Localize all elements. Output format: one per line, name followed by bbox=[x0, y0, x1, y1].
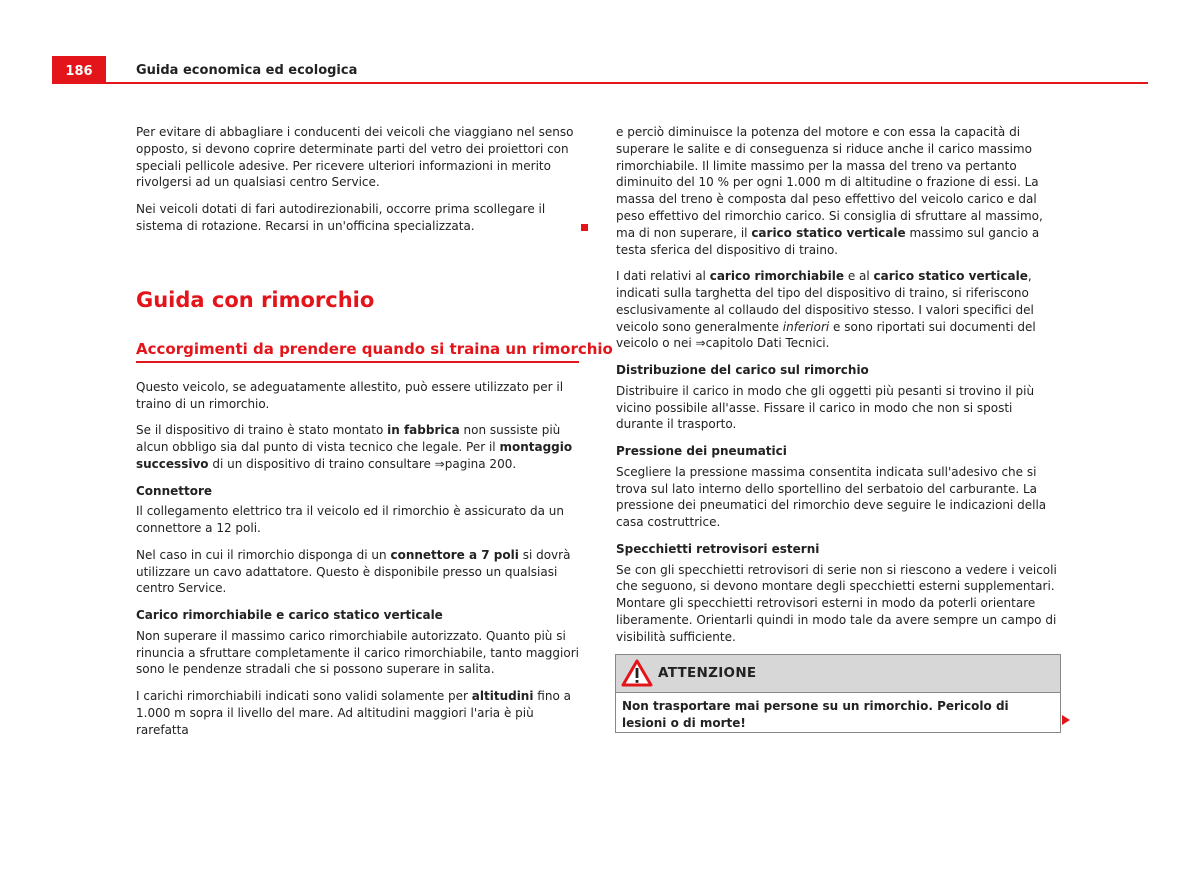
subheading-connector: Connettore bbox=[136, 483, 213, 498]
subheading-mirrors: Specchietti retrovisori esterni bbox=[616, 541, 820, 556]
section-heading: Accorgimenti da prendere quando si traina un rimorchio bbox=[136, 340, 613, 358]
section-title: Guida economica ed ecologica bbox=[136, 63, 358, 78]
paragraph-tyre-pressure: Scegliere la pressione massima consentita indicata sull'adesivo che si trova sul lato interno dello sportellino del serbatoio del carburante. La pressione dei pneumatici del rimorchio deve seguire le indicazioni della casa costruttrice. bbox=[616, 464, 1047, 530]
section-heading-rule bbox=[136, 361, 579, 363]
paragraph-load-distribution: Distribuire il carico in modo che gli oggetti più pesanti si trovino il più vicino possibile all'asse. Fissare il carico in modo che non si sposti durante il trasporto. bbox=[616, 383, 1035, 432]
warning-triangle-icon bbox=[621, 659, 653, 687]
continue-arrow-icon bbox=[1062, 715, 1070, 725]
warning-header bbox=[616, 655, 1060, 693]
paragraph-adapter: Nel caso in cui il rimorchio disponga di un connettore a 7 poli si dovrà utilizzare un cavo adattatore. Questo è disponibile presso un qualsiasi centro Service. bbox=[136, 547, 571, 596]
paragraph-mirrors: Se con gli specchietti retrovisori di serie non si riescono a vedere i veicoli che seguono, si devono montare degli specchietti esterni supplementari. Montare gli specchietti retrovisori esterni in modo da poterli orientare liberamente. Orientarli quindi in modo tale da avere sempre un campo di visibilità sufficiente. bbox=[616, 562, 1057, 644]
paragraph-altitude-cont: e perciò diminuisce la potenza del motore e con essa la capacità di superare le salite e di conseguenza si riduce anche il carico massimo rimorchiabile. Il limite massimo per la massa del treno va pertanto diminuito del 10 % per ogni 1.000 m di altitudine o frazione di essi. La massa del treno è composta dal peso effettivo del veicolo carico e dal peso effettivo del rimorchio carico. Si consiglia di sfruttare al massimo, ma di non superare, il carico statico verticale massimo sul gancio a testa sferica del dispositivo di traino. bbox=[616, 125, 1043, 257]
paragraph-adaptive-lights: Nei veicoli dotati di fari autodirezionabili, occorre prima scollegare il sistema di rotazione. Recarsi in un'officina specializzata. bbox=[136, 201, 546, 233]
left-column-towing bbox=[136, 379, 581, 748]
paragraph-tow-hitch: Se il dispositivo di traino è stato montato in fabbrica non sussiste più alcun obbligo sia dal punto di vista tecnico che legale. Per il montaggio successivo di un dispositivo di traino consultare ⇒pagina 200. bbox=[136, 423, 573, 471]
header-rule bbox=[106, 82, 1148, 84]
warning-text: Non trasportare mai persone su un rimorchio. Pericolo di lesioni o di morte! bbox=[622, 699, 1009, 730]
paragraph-connector: Il collegamento elettrico tra il veicolo ed il rimorchio è assicurato da un connettore a 12 poli. bbox=[136, 504, 564, 536]
subheading-trailer-load: Carico rimorchiabile e carico statico verticale bbox=[136, 607, 443, 622]
warning-box bbox=[615, 654, 1061, 733]
paragraph-altitude: I carichi rimorchiabili indicati sono validi solamente per altitudini fino a 1.000 m sopra il livello del mare. Ad altitudini maggiori l'aria è più rarefatta bbox=[136, 688, 571, 737]
paragraph-antiglare: Per evitare di abbagliare i conducenti dei veicoli che viaggiano nel senso opposto, si devono coprire determinate parti del vetro dei proiettori con speciali pellicole adesive. Per ricevere ulteriori informazioni in merito rivolgersi ad un qualsiasi centro Service. bbox=[136, 125, 574, 190]
page-number: 186 bbox=[65, 64, 93, 79]
subheading-tyre-pressure: Pressione dei pneumatici bbox=[616, 443, 787, 458]
section-end-marker bbox=[581, 224, 588, 231]
paragraph-towing-intro: Questo veicolo, se adeguatamente allestito, può essere utilizzato per il traino di un rimorchio. bbox=[136, 380, 564, 411]
right-column bbox=[616, 124, 1062, 655]
paragraph-max-load: Non superare il massimo carico rimorchiabile autorizzato. Quanto più si rinuncia a sfruttare completamente il carico rimorchiabile, tanto maggiori sono le pendenze stradali che si possono superare in salita. bbox=[136, 628, 579, 677]
paragraph-data-plate: I dati relativi al carico rimorchiabile e al carico statico verticale, indicati sulla targhetta del tipo del dispositivo di traino, si riferiscono esclusivamente al collaudo del dispositivo stesso. I valori specifici del veicolo sono generalmente inferiori e sono riportati sui documenti del veicolo o nei ⇒capitolo Dati Tecnici. bbox=[616, 269, 1036, 351]
left-column bbox=[136, 124, 581, 244]
chapter-heading: Guida con rimorchio bbox=[136, 288, 375, 312]
warning-title: ATTENZIONE bbox=[658, 665, 757, 681]
subheading-load-distribution: Distribuzione del carico sul rimorchio bbox=[616, 362, 869, 377]
